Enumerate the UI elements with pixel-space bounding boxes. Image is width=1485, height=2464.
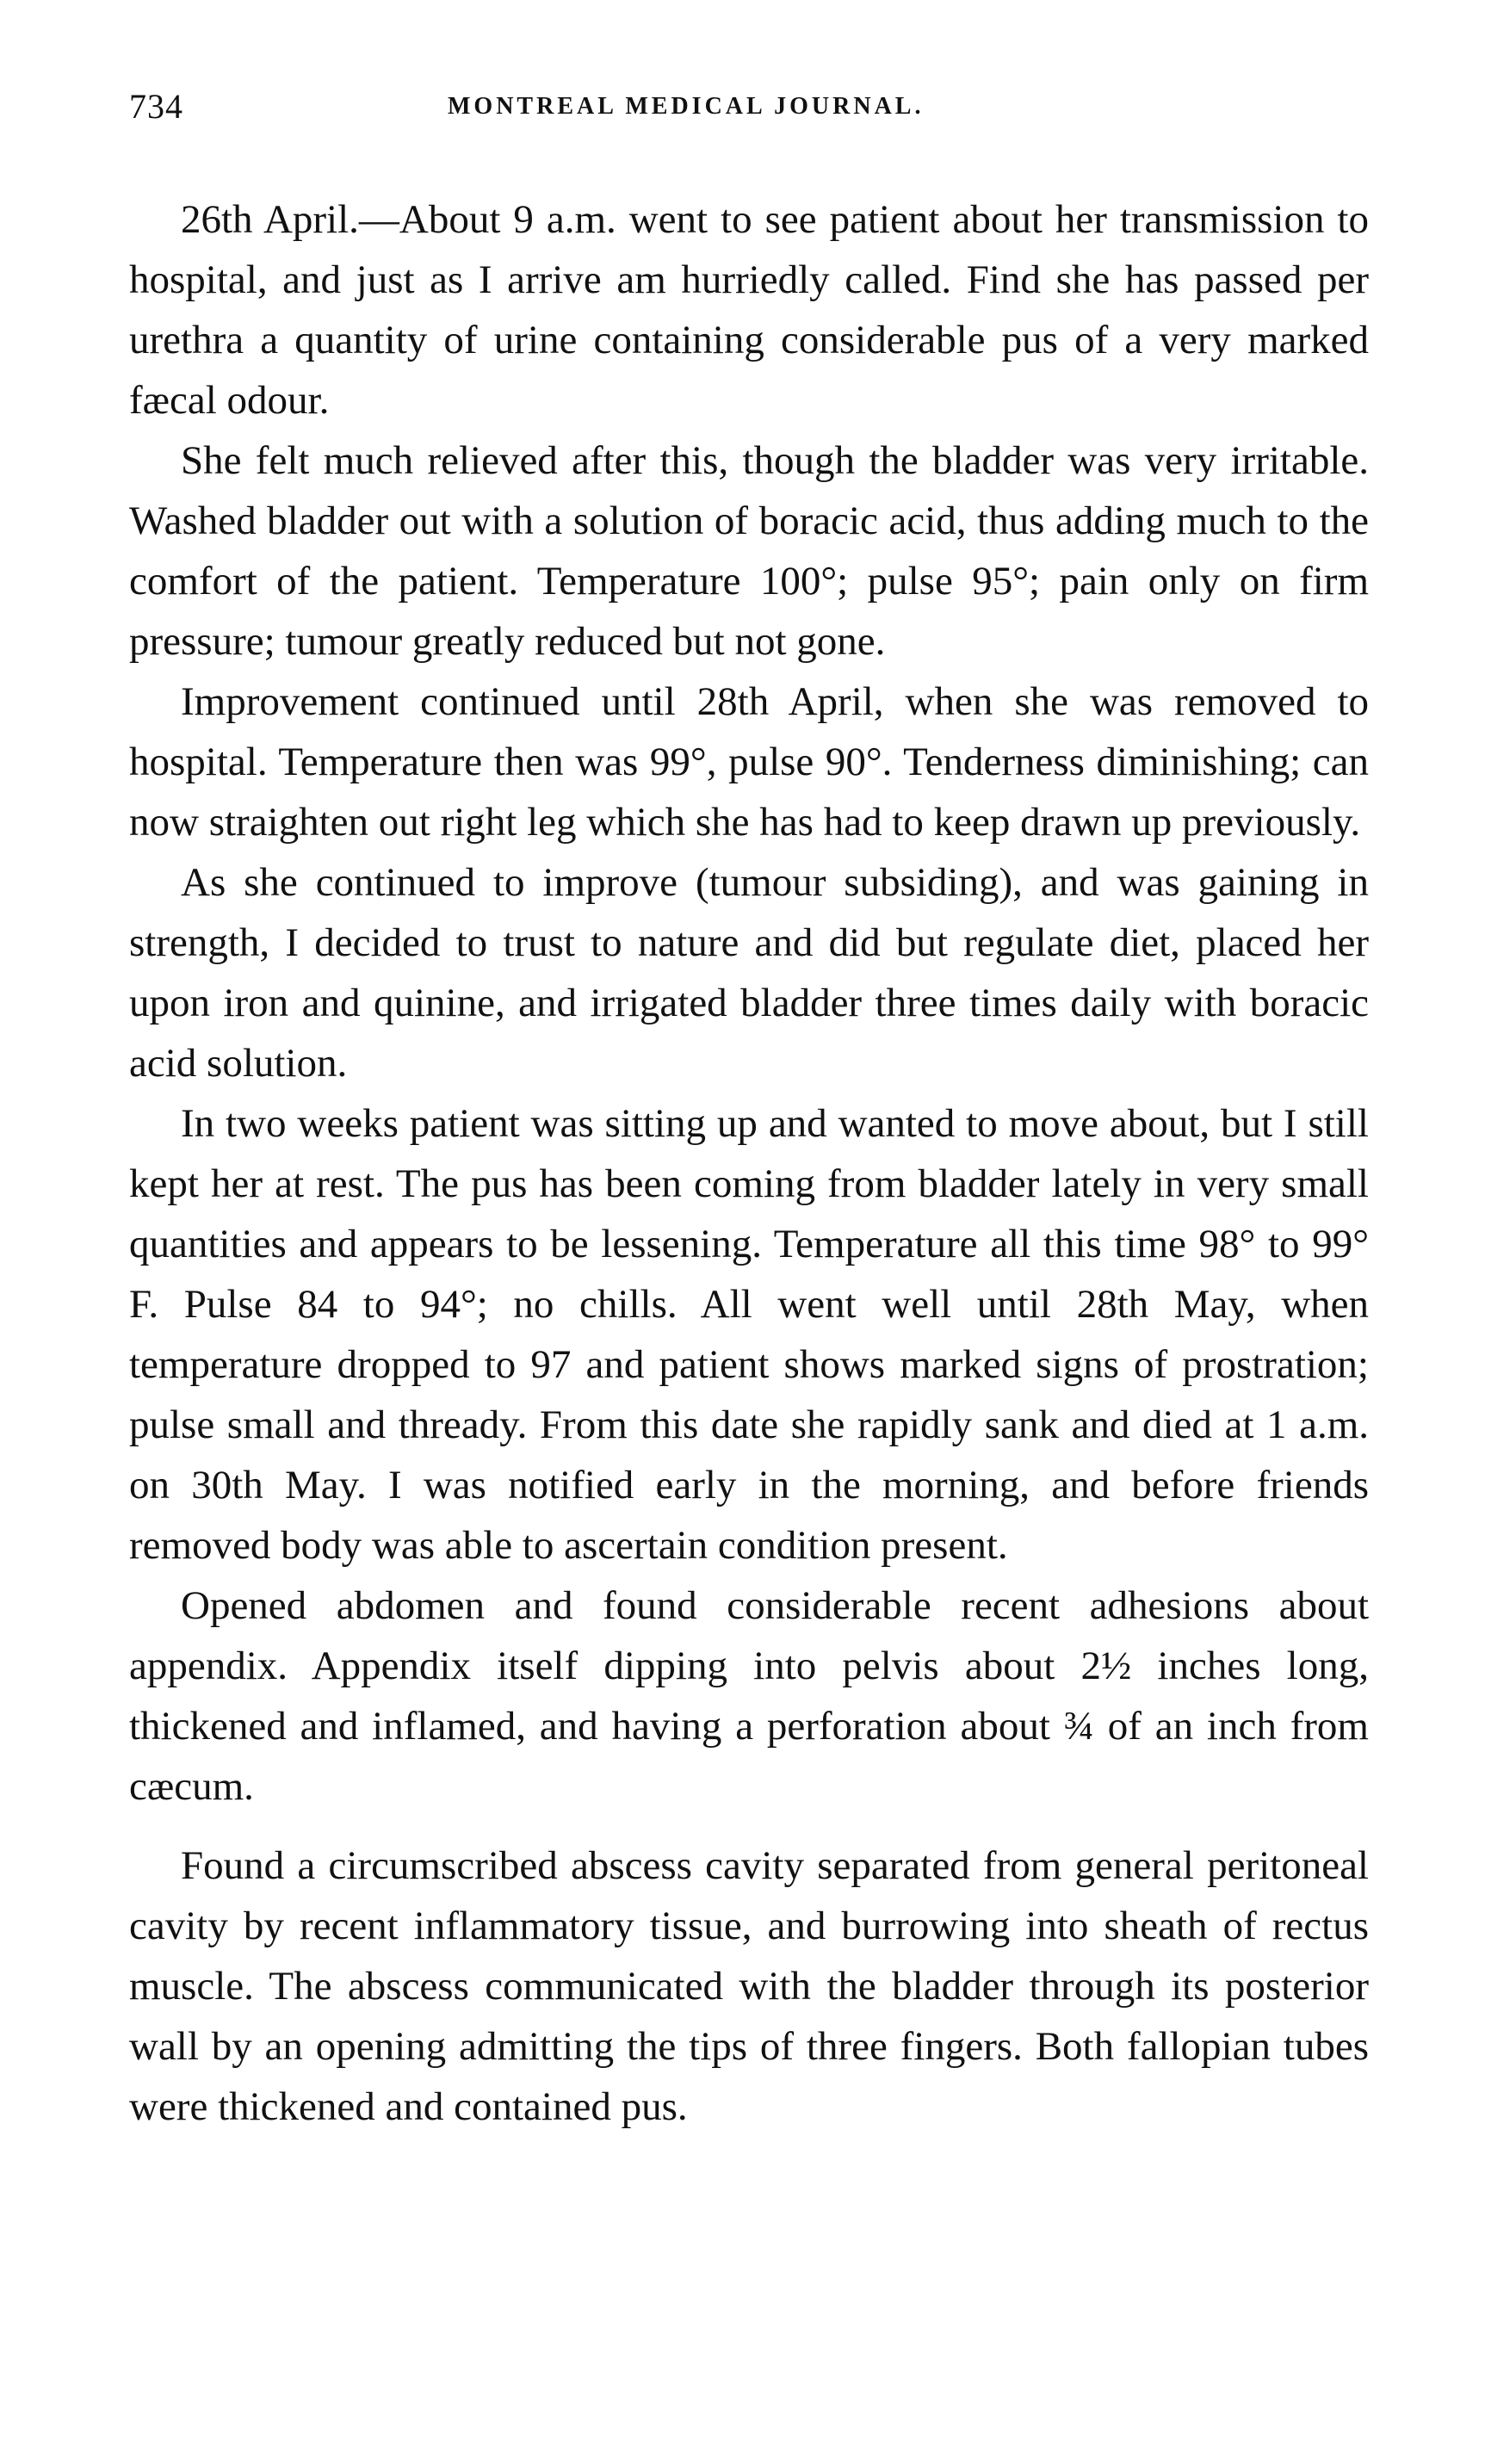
- paragraph-relieved: She felt much relieved after this, though the bladder was very irritable. Washed bladder out with a solution of boracic acid, thus adding much to the comfort of the patient. Temperature 100°; pulse 95°; pain only on firm pressure; tumour greatly reduced but not gone.: [129, 438, 1369, 664]
- page-number: 734: [129, 87, 183, 126]
- journal-page: [129, 86, 1369, 2137]
- paragraph-continued-improve: As she continued to improve (tumour subsiding), and was gaining in strength, I decided to trust to nature and did but regulate diet, placed her upon iron and quinine, and irrigated bladder three times daily with boracic acid solution.: [129, 860, 1369, 1086]
- paragraph-april-26: 26th April.—About 9 a.m. went to see patient about her transmission to hospital, and just as I arrive am hurriedly called. Find she has passed per urethra a quantity of urine containing considerable pus of a very marked fæcal odour.: [129, 197, 1369, 423]
- running-head: [129, 86, 1369, 138]
- paragraph-two-weeks: In two weeks patient was sitting up and wanted to move about, but I still kept her at rest. The pus has been coming from bladder lately in very small quantities and appears to be lessening. Temperature all this time 98° to 99° F. Pulse 84 to 94°; no chills. All went well until 28th May, when temperature dropped to 97 and patient shows marked signs of prostration; pulse small and thready. From this date she rapidly sank and died at 1 a.m. on 30th May. I was notified early in the morning, and before friends removed body was able to ascertain condition present.: [129, 1101, 1369, 1568]
- paragraph-improvement: Improvement continued until 28th April, when she was removed to hospital. Temperature then was 99°, pulse 90°. Tenderness diminishing; can now straighten out right leg which she has had to keep drawn up previously.: [129, 679, 1369, 845]
- paragraph-abscess-cavity: Found a circumscribed abscess cavity separated from general peritoneal cavity by recent inflammatory tissue, and burrowing into sheath of rectus muscle. The abscess communicated with the bladder through its posterior wall by an opening admitting the tips of three fingers. Both fallopian tubes were thickened and contained pus.: [129, 1843, 1369, 2129]
- journal-title: MONTREAL MEDICAL JOURNAL.: [448, 93, 925, 120]
- paragraph-opened-abdomen: Opened abdomen and found considerable recent adhesions about appendix. Appendix itself dipping into pelvis about 2½ inches long, thickened and inflamed, and having a perforation about ¾ of an inch from cæcum.: [129, 1583, 1369, 1809]
- article-body: [129, 189, 1369, 2137]
